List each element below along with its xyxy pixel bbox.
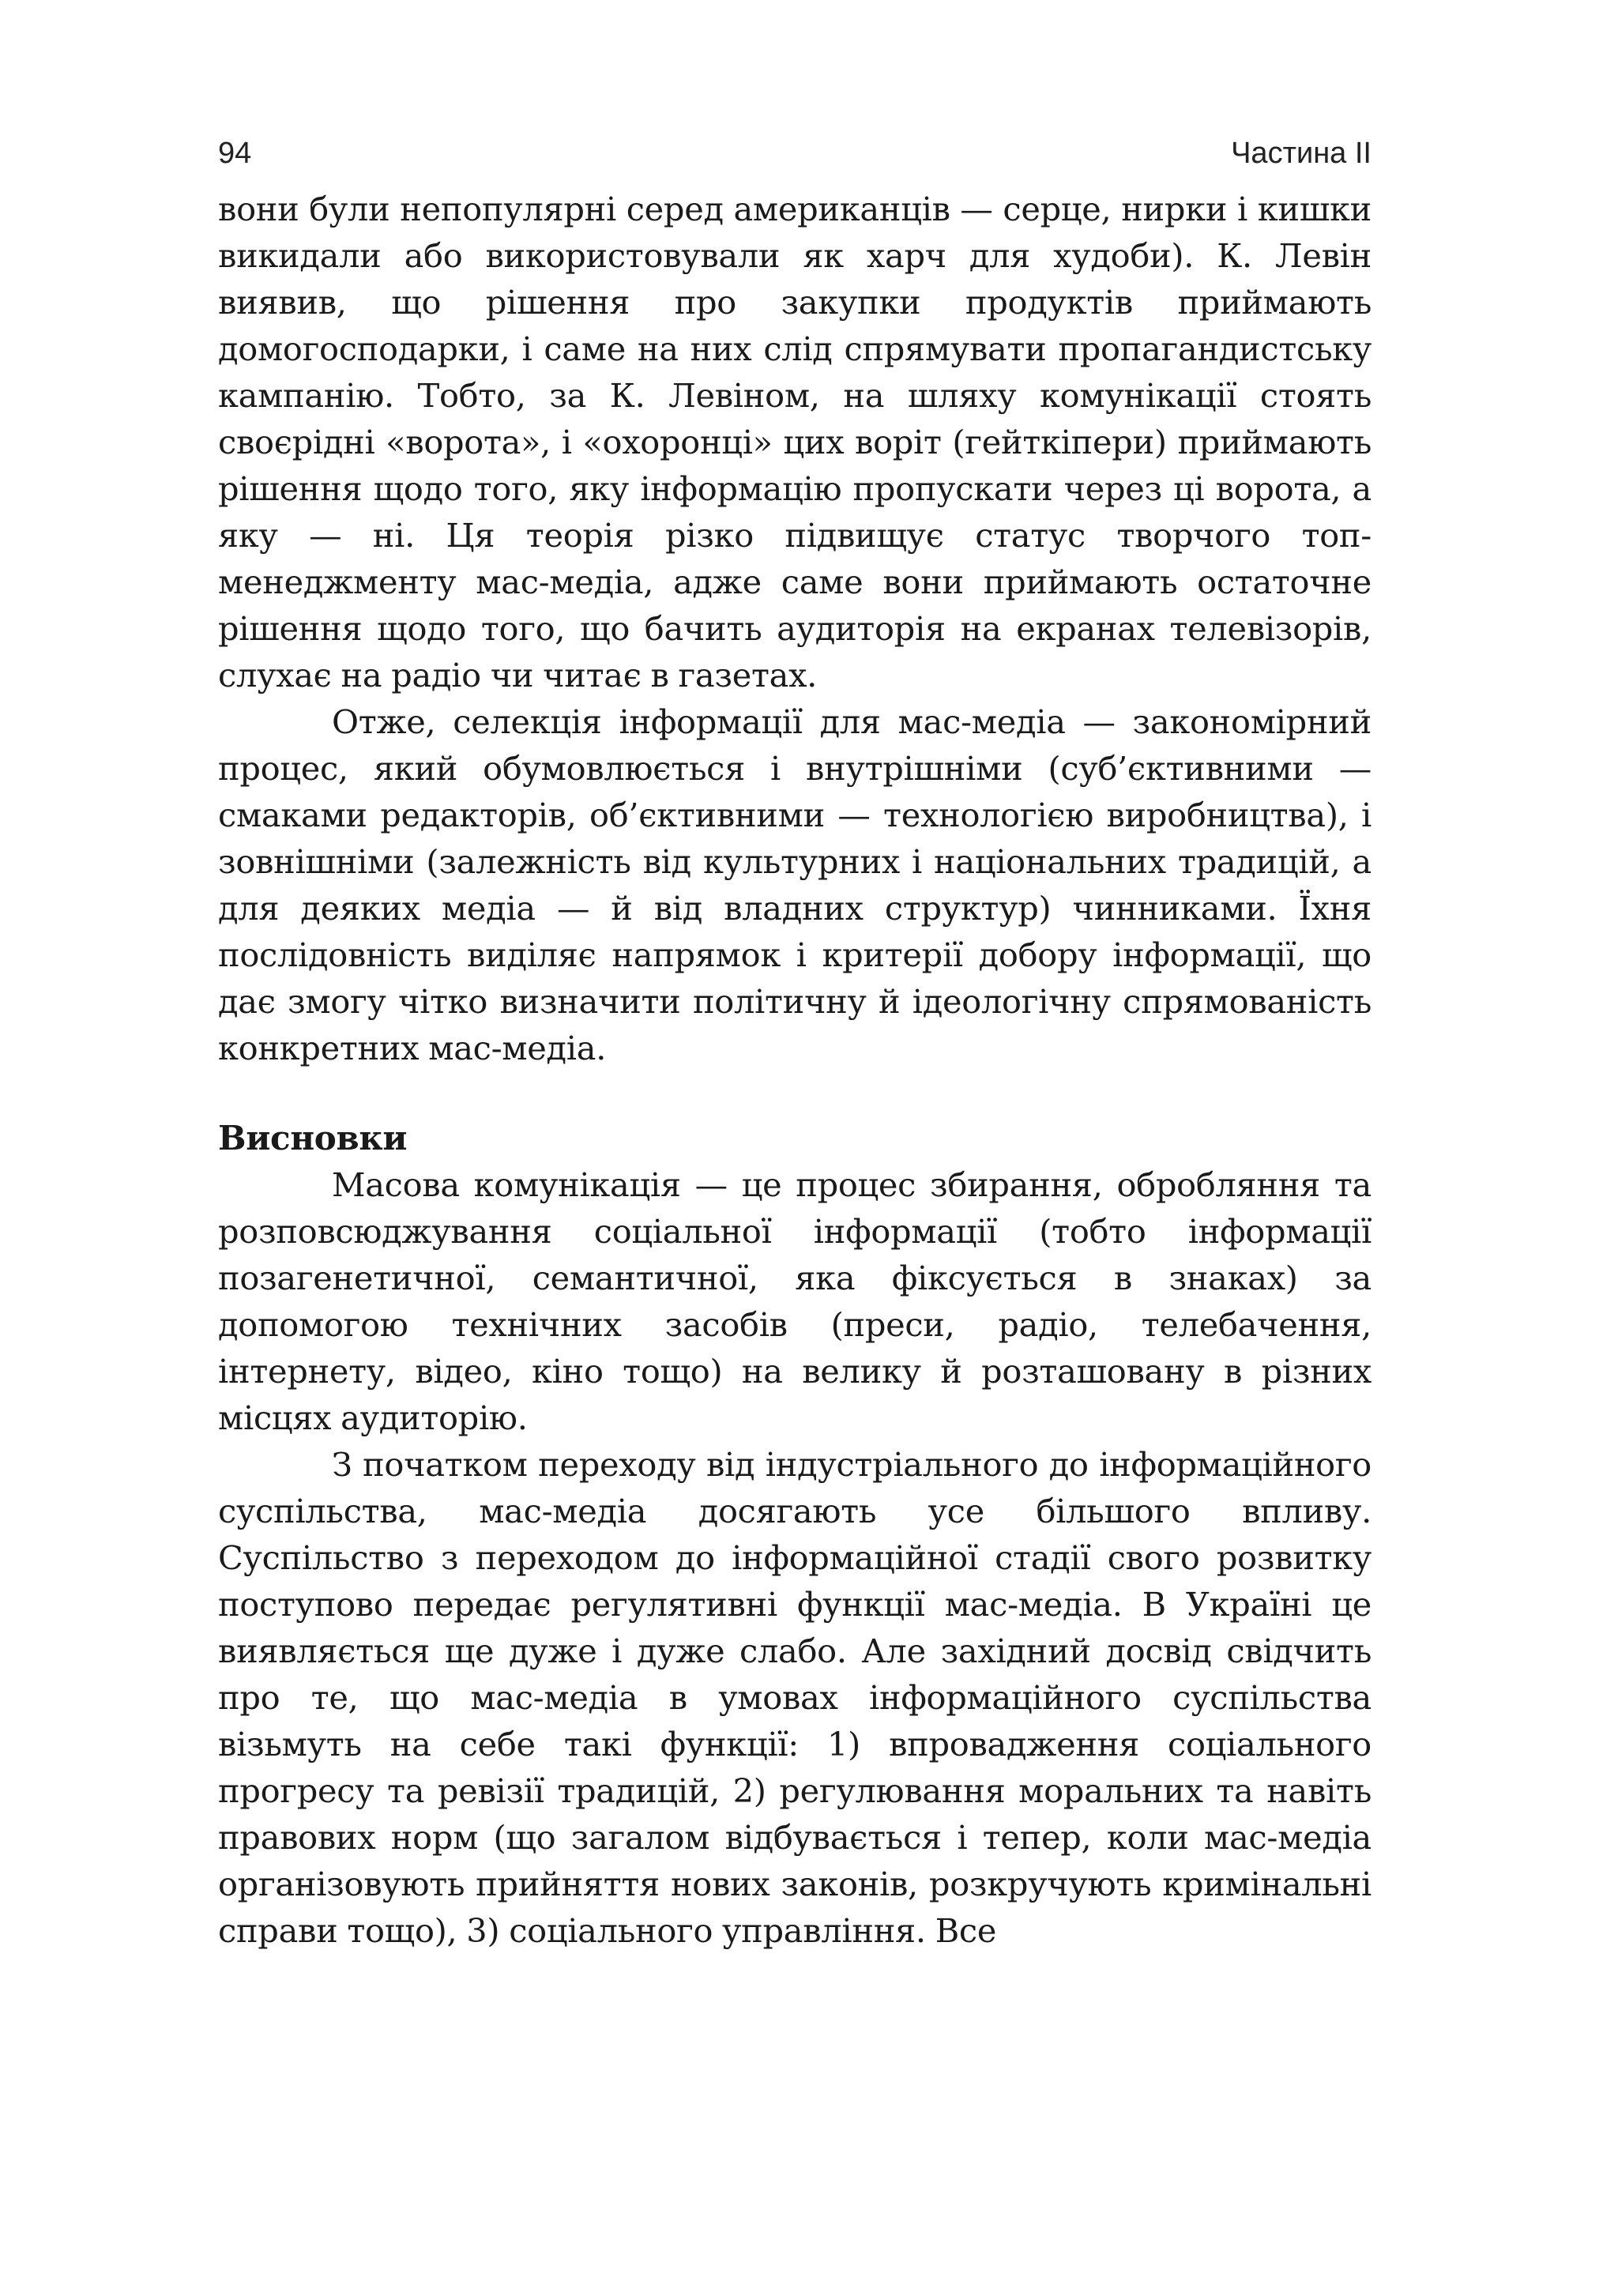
book-page [218,138,1372,1954]
running-header [218,138,1372,168]
section-heading-conclusions: Висновки [218,1119,408,1157]
page-number: 94 [218,137,252,170]
paragraph-conclusion-1: Масова комунікація — це процес збирання, обробляння та розповсюджування соціальної інформації (тобто інформації позагенетичної, семантичної, яка фіксується в знаках) за допомогою технічних засобів (преси, радіо, телебачення, інтернету, відео, кіно тощо) на велику й розташовану в різних місцях аудиторію. [218,1165,1372,1437]
body-text [218,186,1372,1954]
paragraph-conclusion-2: З початком переходу від індустріального до інформаційного суспільства, мас-медіа досягають усе більшого впливу. Суспільство з переходом до інформаційної стадії свого розвитку поступово передає регулятивні функції мас-медіа. В Україні це виявляється ще дуже і дуже слабо. Але західний досвід свідчить про те, що мас-медіа в умовах інформаційного суспільства візьмуть на себе такі функції: 1) впровадження соціального прогресу та ревізії традицій, 2) регулювання моральних та навіть правових норм (що загалом відбувається і тепер, коли мас-медіа організовують прийняття нових законів, розкручують кримінальні справи тощо), 3) соціального управління. Все [218,1445,1372,1950]
paragraph-selection: Отже, селекція інформації для мас-медіа — закономірний процес, який обумовлюється і внутрішніми (суб’єктивними — смаками редакторів, об’єктивними — технологією виробництва), і зовнішніми (залежність від культурних і національних традицій, а для деяких медіа — й від владних структур) чинниками. Їхня послідовність виділяє напрямок і критерії добору інформації, що дає змогу чітко визначити політичну й ідеологічну спрямованість конкретних мас-медіа. [218,702,1372,1067]
paragraph-continued: вони були непопулярні серед американців — серце, нирки і кишки викидали або використовували як харч для худоби). К. Левін виявив, що рішення про закупки продуктів приймають домогосподарки, і саме на них слід спрямувати пропагандистську кампанію. Тобто, за К. Левіном, на шляху комунікації стоять своєрідні «ворота», і «охоронці» цих воріт (гейткіпери) приймають рішення щодо того, яку інформацію пропускати через ці ворота, а яку — ні. Ця теорія різко підвищує статус творчого топ-менеджменту мас-медіа, адже саме вони приймають остаточне рішення щодо того, що бачить аудиторія на екранах телевізорів, слухає на радіо чи читає в газетах. [218,190,1372,694]
running-title: Частина ІІ [1231,137,1372,170]
